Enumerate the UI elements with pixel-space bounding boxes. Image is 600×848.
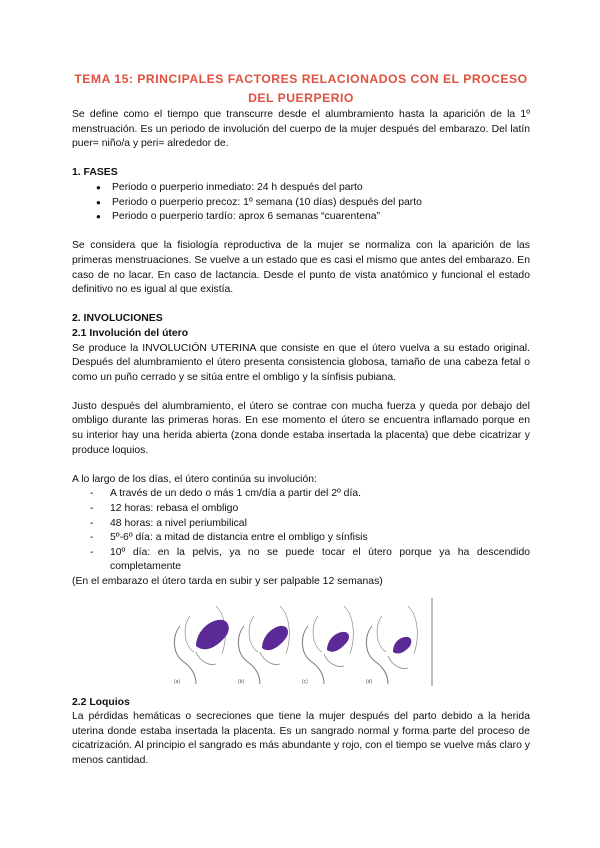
panel-label: (d) (366, 678, 373, 685)
panel-d (366, 606, 417, 685)
panel-c (302, 606, 353, 685)
panel-b (238, 606, 289, 685)
list-item: - 12 horas: rebasa el ombligo (88, 502, 530, 517)
subheading-loquios: 2.2 Loquios (72, 696, 130, 708)
list-item: - 5º-6º día: a mitad de distancia entre el ombligo y sínfisis (88, 531, 530, 546)
section-heading-fases: 1. FASES (72, 167, 118, 179)
uterus-diagram (166, 596, 436, 688)
panel-label: (c) (302, 678, 308, 685)
list-item: - 10º día: en la pelvis, ya no se puede tocar el útero porque ya ha descendido completamente (88, 546, 530, 575)
list-item: ● Periodo o puerperio precoz: 1º semana (10 días) después del parto (98, 196, 530, 211)
fases-list (72, 181, 530, 225)
involucion-steps-list (72, 487, 530, 575)
fases-paragraph: Se considera que la fisiología reproductiva de la mujer se normaliza con la aparición de las primeras menstruaciones. Se vuelve a un estado que es casi el mismo que antes del embarazo. En caso de no lacar. En caso de lactancia. Desde el punto de vista anatómico y funcional el estado definitivo no es igual al que existía. (72, 240, 531, 296)
involucion-paragraph-3: A lo largo de los días, el útero continúa su involución: (72, 473, 317, 485)
list-item: ● Periodo o puerperio tardío: aprox 6 semanas “cuarentena” (98, 210, 530, 225)
involucion-paragraph-2: Justo después del alumbramiento, el útero se contrae con mucha fuerza y queda por debajo del ombligo durante las primeras horas. En ese momento el útero se encuentra inflamado porque en su interior hay una herida abierta (zona donde estaba insertada la placenta) que debe cicatrizar y produce loquios. (72, 400, 530, 456)
panel-a (174, 606, 229, 685)
uterus-involution-figure (72, 596, 530, 688)
involucion-paragraph-1: Se produce la INVOLUCIÓN UTERINA que consiste en que el útero vuelva a su estado original. Después del alumbramiento el útero presenta consistencia globosa, tamaño de una cabeza fetal o como un puño cerrado y se sitúa entre el ombligo y la sínfisis pubiana. (72, 342, 530, 383)
panel-label: (b) (238, 678, 245, 685)
list-item: - A través de un dedo o más 1 cm/día a partir del 2º día. (88, 487, 530, 502)
loquios-paragraph: La pérdidas hemáticas o secreciones que tiene la mujer después del parto debido a la herida uterina donde estaba insertada la placenta. Es un sangrado normal y forma parte del proceso de cicatrización. Al principio el sangrado es más abundante y rojo, con el tiempo se vuelve más claro y menos cantidad. (72, 711, 530, 766)
section-heading-involuciones: 2. INVOLUCIONES (72, 313, 163, 325)
panel-label: (a) (174, 678, 181, 685)
document-page (72, 70, 530, 769)
page-title: TEMA 15: PRINCIPALES FACTORES RELACIONADOS CON EL PROCESO DEL PUERPERIO (74, 72, 528, 105)
involucion-note: (En el embarazo el útero tarda en subir y ser palpable 12 semanas) (72, 576, 383, 587)
list-item: ● Periodo o puerperio inmediato: 24 h después del parto (98, 181, 530, 196)
subheading-involucion-utero: 2.1 Involución del útero (72, 327, 189, 339)
intro-paragraph: Se define como el tiempo que transcurre desde el alumbramiento hasta la aparición de la 1º menstruación. Es un periodo de involución del cuerpo de la mujer después del embarazo. Del latín puer= niño/a y peri= alrededor de. (72, 109, 530, 150)
list-item: - 48 horas: a nivel periumbilical (88, 517, 530, 532)
